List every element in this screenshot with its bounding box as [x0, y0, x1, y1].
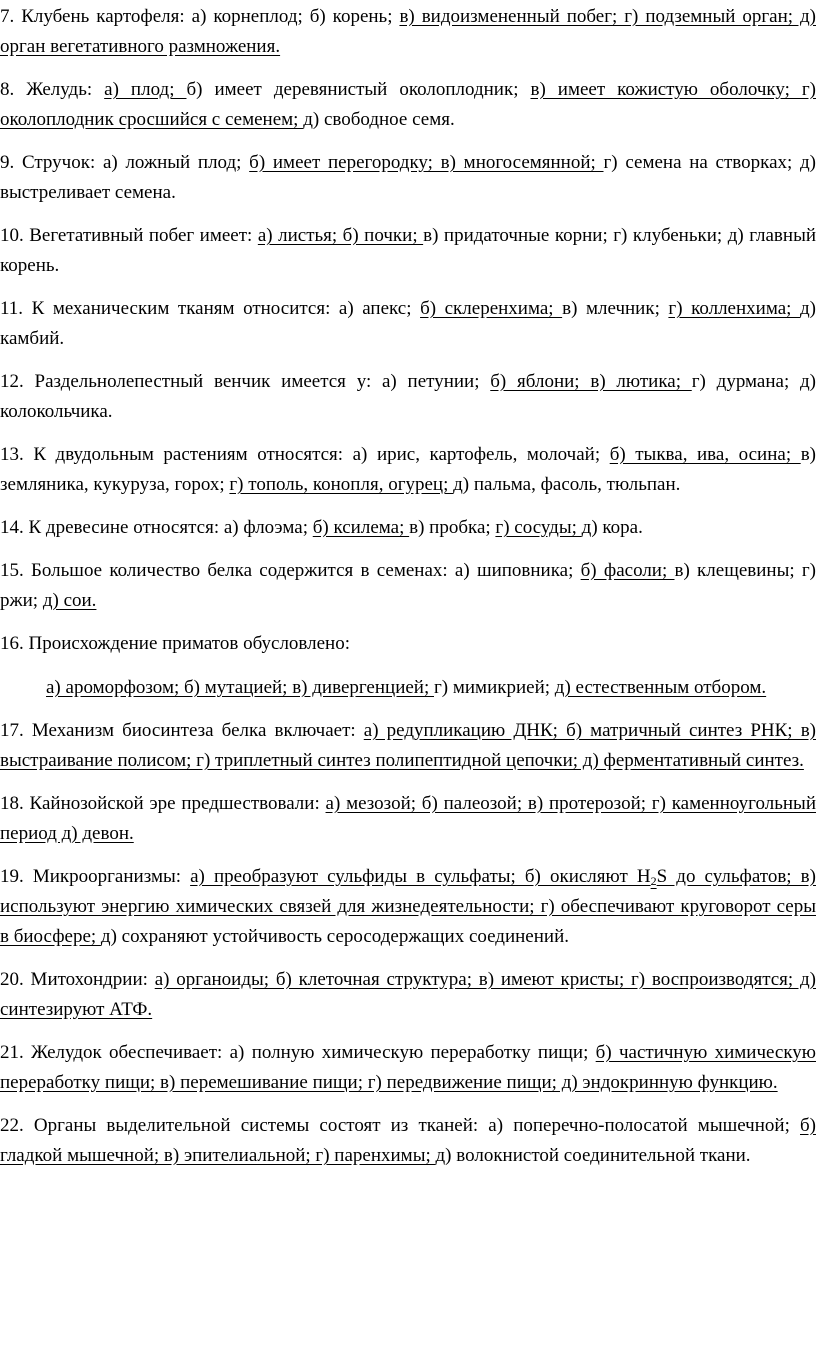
underlined-answer-text: г) колленхима; — [668, 298, 800, 319]
question-text: в) земляника, кукуруза, горох; — [0, 444, 816, 495]
underlined-answer-text: 2 — [650, 874, 657, 888]
underlined-answer-text: б) фасоли; — [580, 560, 675, 581]
question-13 — [0, 440, 816, 500]
underlined-answer-text: а) преобразуют сульфиды в сульфаты; б) окисляют H — [190, 866, 651, 887]
question-text: 20. Митохондрии: — [0, 969, 155, 990]
question-text: в) придаточные корни; г) клубеньки; д) главный корень. — [0, 225, 816, 276]
question-text: д) кора. — [581, 517, 643, 538]
question-text: д) камбий. — [0, 298, 816, 349]
question-text: в) клещевины; г) ржи; — [0, 560, 816, 611]
question-text: д) волокнистой соединительной ткани. — [435, 1145, 751, 1166]
question-text: 15. Большое количество белка содержится в семенах: а) шиповника; — [0, 560, 581, 581]
underlined-answer-text: S до сульфатов; в) используют энергию химических связей для жизнедеятельности; г) обеспечивают круговорот серы в биосфере; — [0, 866, 816, 947]
question-text: г) семена на створках; д) выстреливает семена. — [0, 152, 816, 203]
question-14 — [0, 513, 816, 543]
question-17 — [0, 716, 816, 776]
underlined-answer-text: в) видоизмененный побег; г) подземный орган; д) орган вегетативного размножения. — [0, 6, 816, 57]
underlined-answer-text: г) сосуды; — [495, 517, 582, 538]
question-text: 13. К двудольным растениям относятся: а) ирис, картофель, молочай; — [0, 444, 610, 465]
question-8 — [0, 75, 816, 135]
question-7 — [0, 2, 816, 62]
underlined-answer-text: б) тыква, ива, осина; — [609, 444, 801, 465]
question-12 — [0, 367, 816, 427]
underlined-answer-text: б) гладкой мышечной; в) эпителиальной; г) паренхимы; — [0, 1115, 816, 1166]
question-text: д) пальма, фасоль, тюльпан. — [453, 474, 681, 495]
underlined-answer-text: в) имеет кожистую оболочку; г) околоплодник сросшийся с семенем; — [0, 79, 816, 130]
underlined-answer-text: д) сои. — [42, 590, 97, 611]
question-text: 17. Механизм биосинтеза белка включает: — [0, 720, 364, 741]
question-text: в) пробка; — [409, 517, 496, 538]
question-11 — [0, 294, 816, 354]
question-text: в) млечник; — [562, 298, 669, 319]
question-text: б) имеет деревянистый околоплодник; — [186, 79, 531, 100]
question-text: 21. Желудок обеспечивает: а) полную химическую переработку пищи; — [0, 1042, 596, 1063]
underlined-answer-text: г) тополь, конопля, огурец; — [229, 474, 454, 495]
underlined-answer-text: а) мезозой; б) палеозой; в) протерозой; г) каменноугольный период д) девон. — [0, 793, 816, 844]
question-text: д) свободное семя. — [303, 109, 455, 130]
question-19 — [0, 862, 816, 952]
underlined-answer-text: а) редупликацию ДНК; б) матричный синтез РНК; в) выстраивание полисом; г) триплетный синтез полипептидной цепочки; д) ферментативный синтез. — [0, 720, 816, 771]
question-text: 12. Раздельнолепестный венчик имеется у: а) петунии; — [0, 371, 491, 392]
question-text: 7. Клубень картофеля: а) корнеплод; б) корень; — [0, 6, 400, 27]
underlined-answer-text: а) листья; б) почки; — [257, 225, 424, 246]
question-text: 9. Стручок: а) ложный плод; — [0, 152, 250, 173]
question-text: 11. К механическим тканям относится: а) апекс; — [0, 298, 421, 319]
question-text: г) мимикрией; — [434, 677, 555, 698]
question-15 — [0, 556, 816, 616]
underlined-answer-text: а) ароморфозом; б) мутацией; в) дивергенцией; — [46, 677, 434, 698]
underlined-answer-text: б) имеет перегородку; в) многосемянной; — [249, 152, 604, 173]
question-text: 14. К древесине относятся: а) флоэма; — [0, 517, 313, 538]
question-text: 22. Органы выделительной системы состоят из тканей: а) поперечно-полосатой мышечной; — [0, 1115, 800, 1136]
question-text: г) дурмана; д) колокольчика. — [0, 371, 816, 422]
question-21 — [0, 1038, 816, 1098]
underlined-answer-text: а) органоиды; б) клеточная структура; в) имеют кристы; г) воспроизводятся; д) синтезируют АТФ. — [0, 969, 816, 1020]
question-text: 10. Вегетативный побег имеет: — [0, 225, 258, 246]
question-text: д) сохраняют устойчивость серосодержащих соединений. — [100, 926, 569, 947]
underlined-answer-text: б) частичную химическую переработку пищи; в) перемешивание пищи; г) передвижение пищи; д) эндокринную функцию. — [0, 1042, 816, 1093]
underlined-answer-text: б) ксилема; — [312, 517, 410, 538]
question-text: 18. Кайнозойской эре предшествовали: — [0, 793, 326, 814]
question-18 — [0, 789, 816, 849]
question-20 — [0, 965, 816, 1025]
question-text: 8. Желудь: — [0, 79, 105, 100]
question-16 — [0, 629, 816, 659]
question-22 — [0, 1111, 816, 1171]
question-10 — [0, 221, 816, 281]
question-text: 16. Происхождение приматов обусловлено: — [0, 633, 351, 654]
underlined-answer-text: б) яблони; в) лютика; — [490, 371, 692, 392]
underlined-answer-text: б) склеренхима; — [420, 298, 563, 319]
question-16-options — [0, 673, 816, 703]
question-9 — [0, 148, 816, 208]
underlined-answer-text: д) естественным отбором. — [554, 677, 767, 698]
underlined-answer-text: а) плод; — [104, 79, 187, 100]
question-text: 19. Микроорганизмы: — [0, 866, 191, 887]
